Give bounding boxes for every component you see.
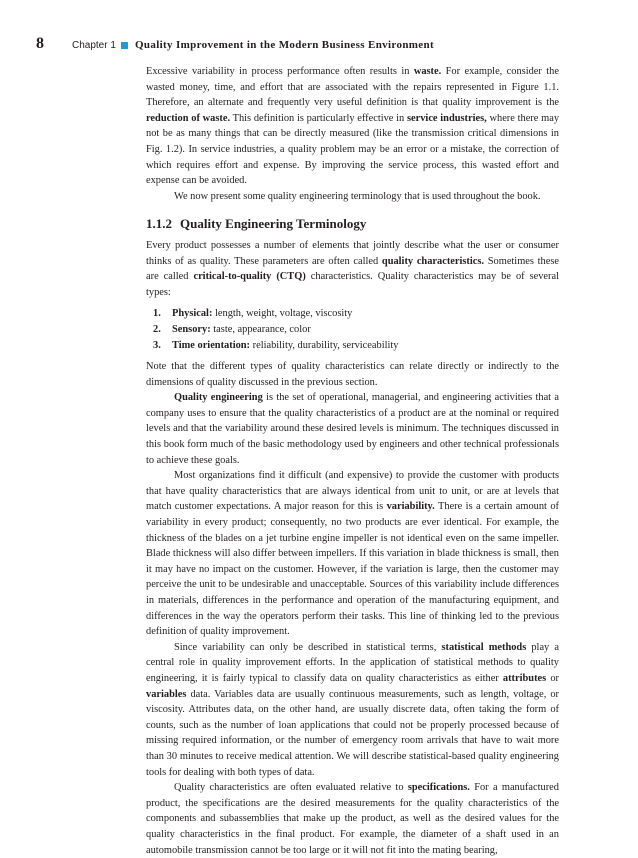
running-title: Quality Improvement in the Modern Business Environment (135, 39, 435, 51)
page-body (146, 64, 559, 858)
page-number: 8 (36, 35, 44, 52)
chapter-label: Chapter 1 (72, 40, 116, 51)
list-number: 2. (153, 323, 161, 335)
paragraph-statistical-methods (146, 640, 559, 780)
section-heading (146, 216, 559, 232)
characteristic-types-list (153, 306, 559, 353)
text-span: data. Variables data are usually continuous measurements, such as length, voltage, or viscosity. Attributes data, on the other hand, are usually discrete data, often taking the form of counts, such as the number of loan applications that could not be properly processed because of missing required information, or the number of emergency room arrivals that have to wait more than 30 minutes to receive medical attention. We will describe statistical-based quality engineering tools for dealing with both types of data. (146, 688, 559, 778)
text-span: Most organizations find it difficult (and expensive) to provide the customer with products that have quality characteristics that are always identical from unit to unit, or are at levels that match customer expectations. A major reason for this is (146, 470, 559, 513)
list-text: taste, appearance, color (210, 323, 311, 335)
term-variables: variables (146, 688, 187, 700)
text-span: play a central role in quality improvement efforts. In the application of statistical methods to quality engineering, it is fairly typical to classify data on quality characteristics as either (146, 641, 559, 684)
list-label: Sensory: (172, 323, 211, 335)
term-statistical-methods: statistical methods (441, 641, 527, 653)
text-span: For a manufactured product, the specifications are the desired measurements for the quality characteristics of the components and subassemblies that make up the product, as well as the desired values for the quality characteristics in the final product. For example, the diameter of a shaft used in an automobile transmission cannot be too large or it will not fit into the mating bearing, (146, 782, 559, 856)
section-title: Quality Engineering Terminology (180, 216, 367, 232)
list-number: 3. (153, 339, 161, 351)
term-service-industries: service industries, (406, 112, 487, 124)
paragraph-quality-engineering (146, 390, 559, 468)
list-item (153, 338, 559, 354)
text-span: Every product possesses a number of elements that jointly describe what the user or consumer thinks of as quality. These parameters are often called (146, 239, 559, 267)
text-span: Quality characteristics are often evaluated relative to (174, 782, 408, 794)
term-waste: waste. (413, 66, 442, 77)
term-attributes: attributes (502, 672, 547, 684)
paragraph-specifications (146, 780, 559, 858)
text-span: or (546, 672, 559, 684)
list-text: length, weight, voltage, viscosity (212, 308, 353, 320)
list-item (153, 306, 559, 322)
paragraph-terminology-intro: We now present some quality engineering terminology that is used throughout the book. (174, 190, 541, 202)
text-span: where there may not be as many things that can be directly measured (like the transmission critical dimensions in Fig. 1.2). In service industries, a quality problem may be an error or a mistake, the correction of which requires effort and expense. By improving the service process, this wasted effort and expense can be avoided. (146, 112, 560, 187)
list-item (153, 322, 559, 338)
term-reduction-of-waste: reduction of waste. (146, 112, 231, 124)
paragraph-types-note: Note that the different types of quality characteristics can relate directly or indirectly to the dimensions of quality discussed in the previous section. (146, 361, 559, 388)
term-variability: variability. (386, 501, 435, 513)
text-span: This definition is particularly effective in (230, 112, 407, 124)
section-number: 1.1.2 (146, 216, 172, 232)
text-span: Excessive variability in process performance often results in (146, 66, 414, 77)
list-text: reliability, durability, serviceability (250, 339, 399, 351)
list-label: Physical: (172, 308, 213, 320)
text-span: There is a certain amount of variability in every product; consequently, no two products are ever identical. For example, the thickness of the blades on a jet turbine engine impeller is not identical even on the same impeller. Blade thickness will also differ between impellers. If this variation in blade thickness is small, then it may have no impact on the customer. However, if the variation is large, then the customer may perceive the unit to be undesirable and unacceptable. Sources of this variability include differences in materials, differences in the performance and operation of the manufacturing equipment, and differences in the way the operators perform their tasks. This line of thinking led to the previous definition of quality improvement. (146, 501, 559, 638)
term-quality-characteristics: quality characteristics. (381, 255, 485, 267)
paragraph-waste (146, 64, 559, 189)
text-span: Sometimes these are called (146, 255, 559, 283)
text-span: Since variability can only be described in statistical terms, (174, 641, 442, 653)
list-number: 1. (153, 308, 161, 320)
list-label: Time orientation: (172, 339, 251, 351)
term-quality-engineering: Quality engineering (174, 392, 263, 404)
text-span: characteristics. Quality characteristics may be of several types: (146, 271, 559, 298)
paragraph-variability (146, 468, 559, 640)
term-ctq: critical-to-quality (CTQ) (193, 271, 306, 283)
paragraph-quality-characteristics (146, 238, 559, 300)
blue-square-icon (121, 42, 128, 49)
text-span: For example, consider the wasted money, time, and effort that are associated with the repairs represented in Figure 1.1. Therefore, an alternate and frequently very useful definition is that quality improvement is the (146, 66, 559, 109)
term-specifications: specifications. (407, 782, 470, 794)
text-span: is the set of operational, managerial, and engineering activities that a company uses to ensure that the quality characteristics of a product are at the nominal or required levels and that the variability around these desired levels is minimum. The techniques discussed in this book form much of the basic methodology used by engineers and other technical professionals to achieve these goals. (146, 392, 560, 466)
running-header (36, 35, 566, 56)
